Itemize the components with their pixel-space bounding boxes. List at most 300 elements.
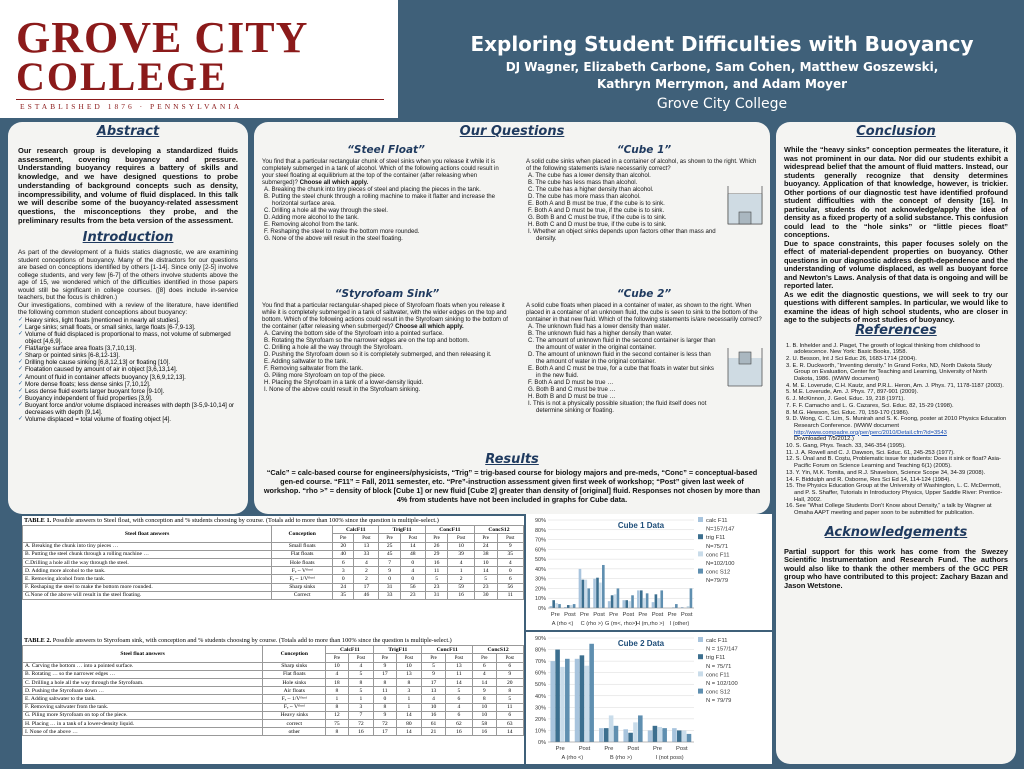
answer-option: B. The cube has less mass than alcohol.: [528, 179, 638, 186]
question-cube-1: [526, 144, 762, 242]
percent-cell: 5: [445, 687, 472, 695]
bar: [628, 733, 633, 742]
x-tick-label: Post: [578, 746, 591, 752]
logo-rule: [16, 99, 384, 100]
column-header: ConcS12: [473, 646, 524, 654]
conception-cell: Hole floats: [272, 559, 333, 567]
bar: [587, 588, 590, 608]
column-subheader: Pre: [333, 534, 354, 542]
list-item: ✓ Flat/large surface area floats [3,7,10,13].: [25, 345, 238, 352]
bar: [638, 715, 643, 742]
bar: [662, 728, 667, 742]
percent-cell: 8: [496, 687, 523, 695]
answer-option: H. Both C and D must be true, if the cube is to sink.: [528, 221, 667, 228]
reference-link[interactable]: http://www.compadre.org/per/perc/2010/Detail.cfm?id=3543: [794, 429, 947, 436]
conclusion-paragraph-2: Due to space constraints, this paper focuses solely on the effect of material-dependent properties on buoyancy. Other questions in our diagnostic address depth-dependence and the understanding of volume displaced, as well as buoyant force and Newton’s Laws. Analysis of that data is ongoing and will be reported later.: [784, 238, 1008, 290]
bar: [633, 722, 638, 742]
y-tick-label: 80%: [534, 647, 546, 654]
y-tick-label: 60%: [534, 547, 546, 554]
y-tick-label: 50%: [534, 557, 546, 564]
percent-cell: 11: [497, 591, 523, 599]
percent-cell: 5: [425, 575, 448, 583]
percent-cell: 75: [326, 719, 348, 727]
floating-cube-diagram: [726, 346, 766, 388]
x-tick-label: Post: [680, 612, 693, 618]
bar: [550, 661, 555, 742]
bar: [658, 598, 661, 608]
percent-cell: 21: [422, 728, 445, 736]
answer-option: I. None of the above could result in the Styrofoam sinking.: [264, 386, 421, 393]
bar: [631, 595, 634, 608]
abstract-title: Abstract: [96, 124, 160, 139]
answer-option: G. Both B and C must be true, if the cube is to sink.: [528, 214, 667, 221]
cube-1-chart: [526, 514, 772, 630]
reference-item: Downloaded 7/5/2012.): [794, 436, 854, 443]
bar: [604, 728, 609, 742]
list-item: ✓ Less dense fluid exerts larger buoyant force [9-10].: [25, 388, 238, 395]
conception-cell: Sharp sinks: [272, 583, 333, 591]
legend-swatch: [698, 569, 703, 574]
legend-label: trig F11: [706, 655, 726, 662]
percent-cell: 0: [333, 575, 354, 583]
percent-cell: 4: [326, 670, 348, 678]
bar: [580, 655, 585, 742]
percent-cell: 10: [448, 542, 474, 550]
question-styrofoam-sink: [262, 288, 512, 393]
percent-cell: 9: [496, 670, 523, 678]
answer-cell: F. Removing saltwater from the tank.: [23, 703, 263, 711]
bar: [599, 728, 604, 742]
percent-cell: 5: [496, 695, 523, 703]
percent-cell: 7: [348, 711, 374, 719]
bar: [589, 644, 594, 742]
y-tick-label: 0%: [538, 606, 546, 612]
bar: [555, 603, 558, 608]
percent-cell: 16: [425, 559, 448, 567]
column-header: Steel float answers: [23, 646, 263, 662]
percent-cell: 1: [396, 703, 422, 711]
category-label: A (rho <): [561, 755, 584, 761]
reference-item: 9. D. Wong, C. C. Lim, S. Munirah and S. K. Foong, poster at 2010 Physics Education Research Conference. (WWW document: [786, 416, 1007, 429]
percent-cell: 11: [496, 703, 523, 711]
bar: [675, 604, 678, 608]
bar: [640, 590, 643, 608]
percent-cell: 8: [473, 695, 496, 703]
percent-cell: 2: [354, 567, 379, 575]
percent-cell: 4: [422, 695, 445, 703]
results-title: Results: [485, 452, 539, 467]
y-tick-label: 10%: [534, 728, 546, 735]
bar: [628, 601, 631, 608]
answer-option: C. The amount of unknown fluid in the second container is larger than the amount of water in the original container.: [528, 337, 716, 351]
percent-cell: 1: [326, 695, 348, 703]
answer-option: B. Rotating the Styrofoam so the narrower edges are on the top and bottom.: [264, 337, 470, 344]
y-tick-label: 80%: [534, 527, 546, 534]
answer-cell: H. Placing … in a tank of a lower-density liquid.: [23, 719, 263, 727]
percent-cell: 16: [348, 728, 374, 736]
conception-cell: other: [263, 728, 326, 736]
percent-cell: 9: [374, 711, 396, 719]
conclusion-title: Conclusion: [856, 124, 936, 139]
legend-label: N = 157/147: [706, 646, 738, 653]
x-tick-label: Pre: [579, 612, 590, 618]
references-list: [784, 343, 1008, 517]
reference-item: 3. E. R. Duckworth, “Inventing density.” In Grand Forks, ND, North Dakota Study Group on Evaluation, Center for Teaching and Learning, University of North Dakota, 1986. (WWW document): [786, 362, 992, 383]
percent-cell: 13: [422, 687, 445, 695]
column-header: Conception: [272, 526, 333, 542]
x-tick-label: Pre: [604, 746, 614, 752]
y-tick-label: 30%: [534, 705, 546, 712]
results-text: “Calc” = calc-based course for engineers/physicists, “Trig” = trig-based course for biology majors and pre-meds, “Conc” = conceptual-based gen-ed course. “F11” = Fall, 2011 semester, etc. “Pre”-instruction assessment given first week of workshop; “Post” given last week of workshop. “rho >” = density of block [Cube 1] or new fluid [Cube 2] greater than density of [original] fluid. Responses not chosen by more than 4% from students have not been included in graphs for Cube data.: [263, 468, 761, 504]
percent-cell: 24: [474, 542, 497, 550]
question-title: “Cube 1”: [616, 144, 672, 156]
answer-option: F. Reshaping the steel to make the bottom more rounded.: [264, 228, 420, 235]
question-title: “Styrofoam Sink”: [334, 288, 440, 300]
x-tick-label: Pre: [638, 612, 648, 618]
conception-cell: Hole sinks: [263, 679, 326, 687]
percent-cell: 56: [497, 583, 523, 591]
percent-cell: 23: [425, 583, 448, 591]
percent-cell: 61: [422, 719, 445, 727]
answer-option: F. Both A and D must be true …: [528, 379, 614, 386]
column-subheader: Pre: [473, 654, 496, 662]
column-subheader: Pre: [474, 534, 497, 542]
percent-cell: 16: [448, 591, 474, 599]
percent-cell: 31: [379, 583, 400, 591]
legend-label: N=102/100: [706, 561, 735, 567]
bar: [585, 580, 588, 608]
table-caption: Possible answers to Styrofoam sink, with conception and % students choosing by course. (Totals add to more than 100% since the question is multiple-select.): [51, 637, 452, 644]
answer-cell: E. Removing alcohol from the tank.: [23, 575, 272, 583]
y-tick-label: 50%: [534, 682, 546, 689]
institution: Grove City College: [656, 96, 788, 112]
bar: [575, 659, 580, 742]
question-title: “Steel Float”: [347, 144, 425, 156]
percent-cell: 4: [354, 559, 379, 567]
answer-option: E. Both A and C must be true, for a cube that floats in water but sinks in the new fluid.: [528, 365, 714, 379]
answer-cell: D. Pushing the Styrofoam down …: [23, 687, 263, 695]
percent-cell: 6: [333, 559, 354, 567]
table-row: [23, 559, 524, 567]
percent-cell: 14: [473, 679, 496, 687]
bar: [690, 588, 693, 608]
conception-cell: correct: [263, 719, 326, 727]
list-item: ✓ Amount of fluid in container affects buoyancy [3,6,9,12,13].: [25, 374, 238, 381]
reference-item: 10. S. Gang, Phys. Teach. 33, 346-354 (1995).: [786, 443, 906, 450]
acknowledgements-text: Partial support for this work has come from the Swezey Scientific Instrumentation and Research Fund. The authors would also like to thank the other members of the GCC PER group who have contributed to this project: Zachary Bazan and Jason Wetstone.: [784, 546, 1008, 590]
y-tick-label: 40%: [534, 693, 546, 700]
conception-cell: Air floats: [263, 687, 326, 695]
percent-cell: 40: [333, 550, 354, 558]
table-row: [23, 662, 524, 670]
chart-title: Cube 1 Data: [617, 521, 665, 530]
column-header: TrigF11: [379, 526, 425, 534]
percent-cell: 33: [379, 591, 400, 599]
conclusion-paragraph-1: While the “heavy sinks” conception permeates the literature, it was not prominent in our data. Nor did our students exhibit a widespread belief that the amount of fluid matters. Instead, our students generally recognize that density determines buoyancy. Application of that knowledge, however, is trickier. Other portions of our diagnostic test have identified profound student difficulties with the concept of density [16]. In particular, students do not acknowledge/apply the idea of density as a fixed property of a solid substance. This confusion could lead to the “hole sinks” or “little pieces float” conceptions.: [784, 145, 1008, 239]
table-caption-label: TABLE 2.: [24, 637, 52, 644]
percent-cell: 26: [425, 542, 448, 550]
column-subheader: Pre: [422, 654, 445, 662]
percent-cell: 9: [497, 542, 523, 550]
list-item: ✓ Drilling hole cause sinking [6,8,12,13] or floating [10].: [25, 359, 238, 366]
conception-cell: Fₑ ~ 1/Vᶠˡᵘᶦᵈ: [272, 575, 333, 583]
bar: [555, 650, 560, 742]
column-header: Conception: [263, 646, 326, 662]
percent-cell: 29: [425, 550, 448, 558]
answer-option: E. Both A and B must be true, if the cube is to sink.: [528, 200, 665, 207]
percent-cell: 0: [497, 567, 523, 575]
list-item: ✓ Sharp or pointed sinks [6-8,12-13].: [25, 352, 238, 359]
chart-title: Cube 2 Data: [617, 639, 665, 648]
column-subheader: Pre: [374, 654, 396, 662]
list-item: ✓ Volume displaced = total volume of floating object [4].: [25, 416, 238, 423]
percent-cell: 4: [497, 559, 523, 567]
authors-line-2: Kathryn Merrymon, and Adam Moyer: [596, 77, 848, 91]
percent-cell: 18: [326, 679, 348, 687]
bar: [655, 594, 658, 608]
category-label: C (rho >): [580, 621, 603, 627]
legend-label: N=75/71: [706, 543, 729, 550]
y-tick-label: 90%: [534, 518, 546, 524]
conception-cell: Flat floats: [263, 670, 326, 678]
answer-option: H. Both B and D must be true …: [528, 393, 616, 400]
percent-cell: 80: [396, 719, 422, 727]
bar: [599, 583, 602, 608]
percent-cell: 0: [400, 575, 425, 583]
percent-cell: 16: [422, 711, 445, 719]
percent-cell: 6: [496, 662, 523, 670]
table-styrofoam-sink: [22, 645, 524, 736]
percent-cell: 48: [400, 550, 425, 558]
cube-2-chart: [526, 632, 772, 764]
table-row: [23, 711, 524, 719]
conception-cell: Heavy sinks: [263, 711, 326, 719]
list-item: ✓ Buoyancy independent of fluid properties [3,9].: [25, 395, 238, 402]
introduction-title: Introduction: [82, 230, 174, 246]
percent-cell: 5: [348, 670, 374, 678]
bar: [614, 594, 617, 608]
answer-option: E. Removing alcohol from the tank.: [264, 221, 359, 228]
logo-main: GROVE CITY: [16, 13, 309, 62]
bar: [677, 730, 682, 742]
list-item: ✓ More dense floats; less dense sinks [7,10,12].: [25, 381, 238, 388]
legend-label: conc S12: [706, 689, 731, 696]
percent-cell: 5: [348, 687, 374, 695]
answer-option: F. Both A and D must be true, if the cube is to sink.: [528, 207, 665, 214]
percent-cell: 16: [445, 728, 472, 736]
percent-cell: 58: [473, 719, 496, 727]
percent-cell: 4: [448, 559, 474, 567]
bar: [623, 729, 628, 742]
percent-cell: 11: [425, 567, 448, 575]
question-stem: A solid cube floats when placed in a container of water, as shown to the right. When placed in a container of an unknown fluid, the cube is seen to sink to the bottom of the container in that new fluid. Which of the following statements is/are necessarily correct?: [526, 302, 762, 323]
x-tick-label: Pre: [555, 746, 565, 752]
percent-cell: 4: [348, 662, 374, 670]
percent-cell: 3: [333, 567, 354, 575]
percent-cell: 39: [448, 550, 474, 558]
reference-item: 11. J. A. Rowell and C. J. Dawson, Sci. Educ. 61, 245-253 (1977).: [786, 449, 955, 456]
conception-cell: Fₑ ~ Vᶠˡᵘᶦᵈ: [263, 703, 326, 711]
table-row: [23, 575, 524, 583]
percent-cell: 56: [400, 583, 425, 591]
percent-cell: 13: [354, 542, 379, 550]
percent-cell: 12: [326, 711, 348, 719]
question-instruction: Choose all which apply.: [297, 179, 369, 186]
bar: [660, 590, 663, 608]
bar: [648, 730, 653, 742]
percent-cell: 2: [448, 575, 474, 583]
question-steel-float: [262, 144, 510, 242]
percent-cell: 23: [474, 583, 497, 591]
reference-item: 13. Y. Yin, M.K. Tomita, and R.J. Shavelson, Science Scope 34, 34-39 (2008).: [786, 469, 986, 476]
y-tick-label: 40%: [534, 566, 546, 573]
abstract-text: Our research group is developing a standardized fluids assessment, covering buoyancy and pressure. Understanding buoyancy requires a battery of skills and knowledge, and we have designed questions to probe understanding of background concepts such as density, incompressibility, and volume of fluid displaced. In this talk we will describe some of the buoyancy-related assessment questions, the misconceptions they probe, and the preliminary results from the beta version of the assessment.: [18, 146, 238, 225]
table-caption-label: TABLE 1.: [24, 517, 52, 524]
table-row: [23, 542, 524, 550]
answer-cell: G.None of the above will result in the steel floating.: [23, 591, 272, 599]
table-row: [23, 695, 524, 703]
category-label: G (m<, rho>): [604, 621, 638, 627]
legend-label: conc F11: [706, 672, 730, 679]
percent-cell: 62: [445, 719, 472, 727]
percent-cell: 10: [473, 703, 496, 711]
legend-swatch: [698, 637, 703, 642]
column-subheader: Post: [396, 654, 422, 662]
answer-cell: B. Putting the steel chunk through a rolling machine …: [23, 550, 272, 558]
bar: [672, 728, 677, 742]
percent-cell: 10: [396, 662, 422, 670]
percent-cell: 6: [445, 695, 472, 703]
x-tick-label: Post: [593, 612, 605, 618]
answer-option: A. Carving the bottom side of the Styrofoam into a pointed surface.: [264, 330, 444, 337]
legend-swatch: [698, 654, 703, 659]
questions-title: Our Questions: [459, 124, 565, 139]
column-header: Steel float answers: [23, 526, 272, 542]
column-header: ConcF11: [422, 646, 473, 654]
x-tick-label: Pre: [609, 612, 619, 618]
percent-cell: 5: [474, 575, 497, 583]
table-row: [23, 583, 524, 591]
table-row: [23, 679, 524, 687]
percent-cell: 14: [474, 567, 497, 575]
question-cube-2: [526, 288, 762, 414]
percent-cell: 4: [445, 703, 472, 711]
percent-cell: 8: [326, 728, 348, 736]
percent-cell: 4: [473, 670, 496, 678]
list-item: ✓ Large sinks; small floats, or small sinks, large floats [6-7,9-13].: [25, 324, 238, 331]
bar: [570, 605, 573, 608]
bar: [585, 666, 590, 742]
bar: [602, 565, 605, 608]
conception-cell: Fₑ ~ Vᶠˡᵘᶦᵈ: [272, 567, 333, 575]
conception-cell: Correct: [272, 591, 333, 599]
legend-label: calc F11: [706, 518, 728, 524]
table-row: [23, 687, 524, 695]
answer-option: F. Removing saltwater from the tank.: [264, 365, 363, 372]
legend-label: trig F11: [706, 535, 726, 542]
percent-cell: 14: [400, 542, 425, 550]
legend-label: N = 75/71: [706, 663, 732, 670]
list-item: ✓ Heavy sinks, light floats [mentioned in nearly all studies].: [25, 317, 238, 324]
bar: [637, 590, 640, 608]
right-panel: [776, 122, 1016, 764]
bar: [560, 667, 565, 742]
question-stem: You find that a particular rectangular chunk of steel sinks when you release it while it is completely submerged in a tank of alcohol. Which of the following actions could result in your steel floating at equilibrium at the top of the container (after releasing when submerged)?: [262, 158, 499, 186]
question-instruction: Choose all which apply.: [393, 323, 464, 330]
percent-cell: 1: [348, 695, 374, 703]
percent-cell: 23: [400, 591, 425, 599]
intro-paragraph-2: Our investigations, combined with a review of the literature, have identified the following common student conceptions about buoyancy:: [18, 301, 238, 317]
x-tick-label: Post: [564, 612, 576, 618]
percent-cell: 14: [496, 728, 523, 736]
percent-cell: 13: [445, 662, 472, 670]
bar: [643, 598, 646, 608]
legend-label: N=79/79: [706, 578, 729, 585]
bar: [611, 595, 614, 608]
answer-option: C. Drilling a hole all the way through the Styrofoam.: [264, 344, 403, 351]
bar: [579, 569, 582, 608]
percent-cell: 16: [473, 728, 496, 736]
y-tick-label: 20%: [534, 716, 546, 723]
legend-swatch: [698, 689, 703, 694]
percent-cell: 8: [326, 687, 348, 695]
percent-cell: 9: [473, 687, 496, 695]
percent-cell: 13: [396, 670, 422, 678]
table-row: [23, 550, 524, 558]
bar: [565, 659, 570, 742]
answer-cell: A. Carving the bottom … into a pointed surface.: [23, 662, 263, 670]
references-title: References: [855, 322, 937, 338]
percent-cell: 1: [396, 695, 422, 703]
y-tick-label: 10%: [534, 596, 546, 603]
percent-cell: 0: [379, 575, 400, 583]
question-title: “Cube 2”: [616, 288, 672, 300]
category-label: A (rho <): [551, 621, 574, 627]
answer-cell: F. Reshaping the steel to make the bottom more rounded.: [23, 583, 272, 591]
table-row: [23, 719, 524, 727]
category-label: H (m,rho >): [635, 621, 665, 627]
column-header: CalcF11: [333, 526, 379, 534]
answer-option: D. Pushing the Styrofoam down so it is completely submerged, and then releasing it.: [264, 351, 492, 358]
poster-title: Exploring Student Difficulties with Buoyancy: [470, 32, 974, 56]
reference-item: 7. F. F. Camacho and L. G. Cazares, Sci. Educ. 82, 15-29 (1998).: [786, 402, 954, 409]
x-tick-label: Post: [676, 746, 688, 752]
column-subheader: Post: [348, 654, 374, 662]
legend-label: N = 102/100: [706, 681, 738, 687]
x-tick-label: Post: [651, 612, 664, 618]
category-label: B (rho >): [610, 755, 632, 761]
college-logo: [0, 0, 398, 118]
column-subheader: Post: [400, 534, 425, 542]
percent-cell: 11: [445, 670, 472, 678]
answer-cell: D. Adding more alcohol to the tank.: [23, 567, 272, 575]
legend-label: N=157/147: [706, 526, 735, 533]
percent-cell: 6: [496, 711, 523, 719]
table-row: [23, 567, 524, 575]
percent-cell: 7: [379, 559, 400, 567]
percent-cell: 0: [400, 559, 425, 567]
percent-cell: 63: [496, 719, 523, 727]
x-tick-label: Post: [622, 612, 635, 618]
percent-cell: 45: [379, 550, 400, 558]
percent-cell: 14: [396, 711, 422, 719]
column-subheader: Post: [354, 534, 379, 542]
percent-cell: 33: [354, 550, 379, 558]
percent-cell: 17: [354, 583, 379, 591]
table-2-container: [22, 636, 524, 764]
percent-cell: 46: [354, 591, 379, 599]
logo-established: ESTABLISHED 1876 · PENNSYLVANIA: [20, 102, 243, 111]
